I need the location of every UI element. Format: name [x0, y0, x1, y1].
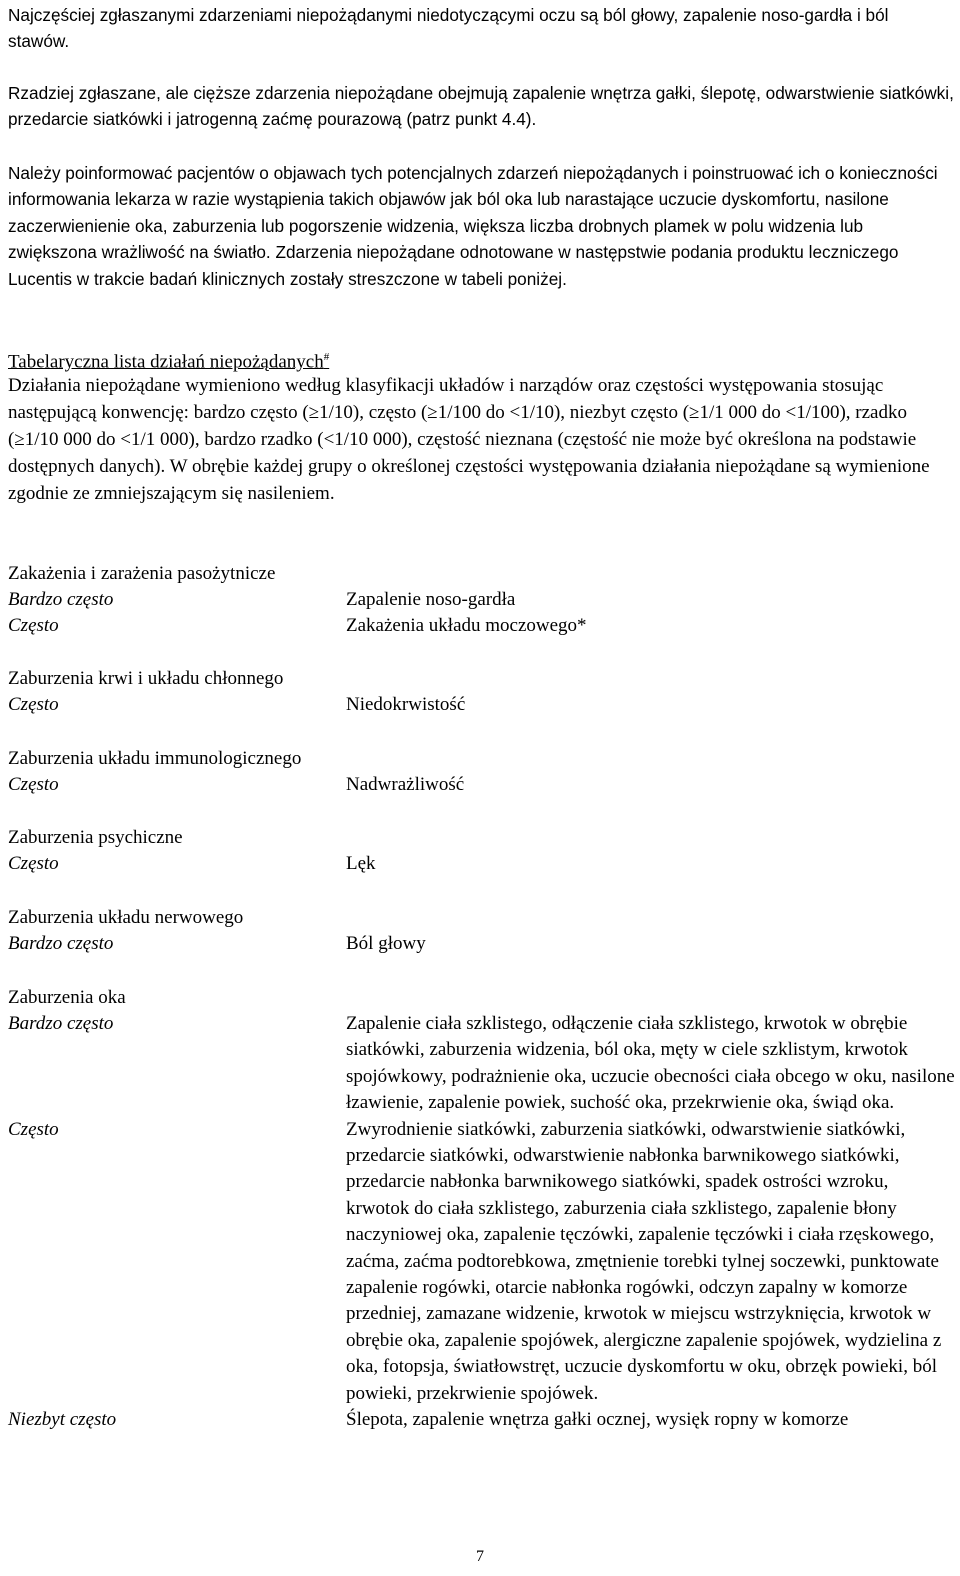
adverse-effects-text: Nadwrażliwość [346, 774, 465, 795]
frequency-row [8, 613, 954, 639]
intro-paragraph-serious-events: Rzadziej zgłaszane, ale cięższe zdarzenia niepożądane obejmują zapalenie wnętrza gałki, ślepotę, odwarstwienie siatkówki, przedarcie siatkówki i jatrogenną zaćmę pourazową (patrz punkt 4.4). [8, 83, 954, 130]
adverse-effects-text: Zapalenie ciała szklistego, odłączenie ciała szklistego, krwotok w obrębie siatkówki, zaburzenia widzenia, ból oka, męty w ciele szklistym, krwotok spojówkowy, podrażnienie oka, uczucie obecności ciała obcego w oku, nasilone łzawienie, zapalenie powiek, suchość oka, przekrwienie oka, świąd oka. [346, 1013, 955, 1114]
adverse-effects-text: Zwyrodnienie siatkówki, zaburzenia siatkówki, odwarstwienie siatkówki, przedarcie siatkówki, odwarstwienie nabłonka barwnikowego siatkówki, przedarcie nabłonka barwnikowego siatkówki, spadek ostrości wzroku, krwotok do ciała szklistego, zaburzenia ciała szklistego, zapalenie błony naczyniowej oka, zapalenie tęczówki, zapalenie tęczówki i ciała rzęskowego, zaćma, zaćma podtorebkowa, zmętnienie torebki tylnej soczewki, punktowate zapalenie rogówki, otarcie nabłonka rogówki, odczyn zapalny w komorze przedniej, zamazane widzenie, krwotok w miejscu wstrzyknięcia, krwotok w obrębie oka, zapalenie spojówek, alergiczne zapalenie spojówek, wydzielina z oka, fotopsja, światłowstręt, uczucie dyskomfortu w oku, obrzęk powieki, ból powieki, przekrwienie spojówek. [346, 1118, 942, 1404]
frequency-label: Często [8, 1118, 59, 1140]
frequency-row [8, 1117, 954, 1407]
frequency-label: Bardzo często [8, 933, 114, 954]
page-number: 7 [476, 1548, 484, 1565]
frequency-label: Bardzo często [8, 1013, 114, 1034]
frequency-row [8, 851, 954, 877]
soc-section-immune [8, 746, 954, 798]
soc-title: Zaburzenia oka [8, 987, 126, 1008]
frequency-label: Często [8, 694, 59, 715]
intro-paragraph-patient-information: Należy poinformować pacjentów o objawach tych potencjalnych zdarzeń niepożądanych i poinstruować ich o konieczności informowania lekarza w razie wystąpienia takich objawów jak ból oka lub narastające uczucie dyskomfortu, nasilone zaczerwienienie oka, zaburzenia lub pogorszenie widzenia, większa liczba drobnych plamek w polu widzenia lub zwiększona wrażliwość na światło. Zdarzenia niepożądane odnotowane w następstwie podania produktu leczniczego Lucentis w trakcie badań klinicznych zostały streszczone w tabeli poniżej. [8, 163, 938, 289]
adverse-effects-text: Zapalenie noso-gardła [346, 589, 516, 610]
frequency-row [8, 772, 954, 798]
soc-title: Zaburzenia psychiczne [8, 827, 183, 848]
soc-title: Zaburzenia układu immunologicznego [8, 748, 302, 769]
soc-title: Zaburzenia krwi i układu chłonnego [8, 668, 284, 689]
table-heading-superscript: # [323, 351, 330, 363]
frequency-row [8, 587, 954, 613]
frequency-label: Często [8, 853, 59, 874]
soc-section-nervous [8, 905, 954, 957]
table-heading [8, 344, 329, 375]
soc-title: Zakażenia i zarażenia pasożytnicze [8, 563, 276, 584]
soc-title: Zaburzenia układu nerwowego [8, 907, 244, 928]
frequency-row [8, 692, 954, 718]
frequency-label: Niezbyt często [8, 1409, 117, 1431]
table-intro-paragraph: Działania niepożądane wymieniono według klasyfikacji układów i narządów oraz częstości występowania stosując następującą konwencję: bardzo często (≥1/10), często (≥1/100 do <1/10), niezbyt często (≥1/1 000 do <1/100), rzadko (≥1/10 000 do <1/1 000), bardzo rzadko (<1/10 000), częstość nieznana (częstość nie może być określona na podstawie dostępnych danych). W obrębie każdej grupy o określonej częstości występowania działania niepożądane są wymienione zgodnie ze zmniejszającym się nasileniem. [8, 375, 930, 504]
adverse-effects-text: Niedokrwistość [346, 694, 466, 715]
adverse-effects-text: Lęk [346, 853, 376, 874]
adverse-effects-text: Ból głowy [346, 933, 426, 954]
adverse-effects-text: Zakażenia układu moczowego* [346, 615, 587, 637]
frequency-label: Bardzo często [8, 589, 114, 610]
table-heading-text: Tabelaryczna lista działań niepożądanych [8, 351, 324, 373]
soc-section-eye [8, 985, 954, 1434]
frequency-row [8, 1407, 954, 1433]
frequency-row [8, 1011, 954, 1117]
soc-section-psychiatric [8, 825, 954, 877]
soc-section-infections [8, 561, 954, 640]
intro-paragraph-common-events: Najczęściej zgłaszanymi zdarzeniami niepożądanymi niedotyczącymi oczu są ból głowy, zapalenie noso-gardła i ból stawów. [8, 5, 889, 52]
frequency-label: Często [8, 774, 59, 795]
adverse-effects-text: Ślepota, zapalenie wnętrza gałki ocznej, wysięk ropny w komorze [346, 1409, 849, 1431]
frequency-label: Często [8, 615, 59, 637]
frequency-row [8, 931, 954, 957]
soc-section-blood [8, 666, 954, 718]
